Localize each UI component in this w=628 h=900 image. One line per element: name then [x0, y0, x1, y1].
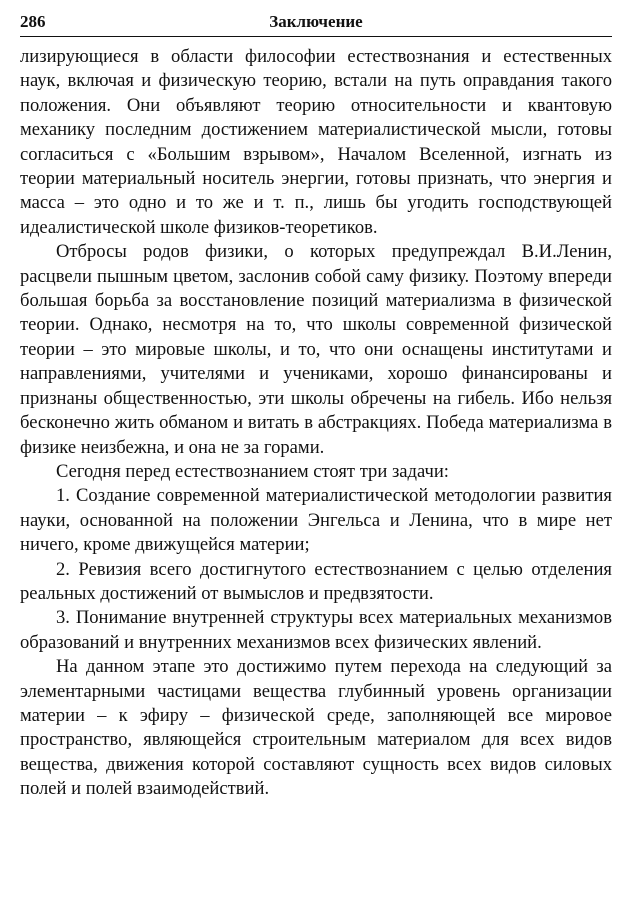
list-item-task-3: 3. Понимание внутренней структуры всех материальных механизмов образований и внутренних механизмов всех физических явлений.: [20, 607, 612, 653]
book-page: [20, 10, 612, 802]
paragraph-lenin: Отбросы родов физики, о которых предупреждал В.И.Ленин, расцвели пышным цветом, заслонив собой саму физику. Поэтому впереди большая борьба за восстановление позиций материализма в физической теории. Однако, несмотря на то, что школы современной физической теории – это мировые школы, и то, что они оснащены институтами и направлениями, учителями и учениками, хорошо финансированы и признаны общественностью, эти школы обречены на гибель. Ибо нельзя бесконечно жить обманом и витать в абстракциях. Победа материализма в физике неизбежна, и она не за горами.: [20, 241, 612, 458]
body-text: [20, 45, 612, 802]
paragraph-continuation: лизирующиеся в области философии естествознания и естественных наук, включая и физическую теорию, встали на путь оправдания такого положения. Они объявляют теорию относительности и квантовую механику последним достижением материалистической мысли, готовы согласиться с «Большим взрывом», Началом Вселенной, изгнать из теории материальный носитель энергии, готовы признать, что энергия и масса – это одно и то же и т. п., лишь бы угодить господствующей идеалистической школе физиков-теоретиков.: [20, 46, 612, 238]
running-title: Заключение: [269, 12, 363, 31]
page-header: [20, 10, 612, 37]
paragraph-ether: На данном этапе это достижимо путем перехода на следующий за элементарными частицами вещества глубинный уровень организации материи – к эфиру – физической среде, заполняющей все мировое пространство, являющейся строительным материалом для всех видов вещества, движения которой составляют сущность всех видов силовых полей и полей взаимодействий.: [20, 656, 612, 800]
paragraph-tasks-intro: Сегодня перед естествознанием стоят три задачи:: [56, 460, 449, 482]
list-item-task-1: 1. Создание современной материалистической методологии развития науки, основанной на положении Энгельса и Ленина, что в мире нет ничего, кроме движущейся материи;: [20, 485, 612, 556]
page-number: 286: [20, 12, 46, 31]
list-item-task-2: 2. Ревизия всего достигнутого естествознанием с целью отделения реальных достижений от вымыслов и предвзятости.: [20, 558, 612, 604]
